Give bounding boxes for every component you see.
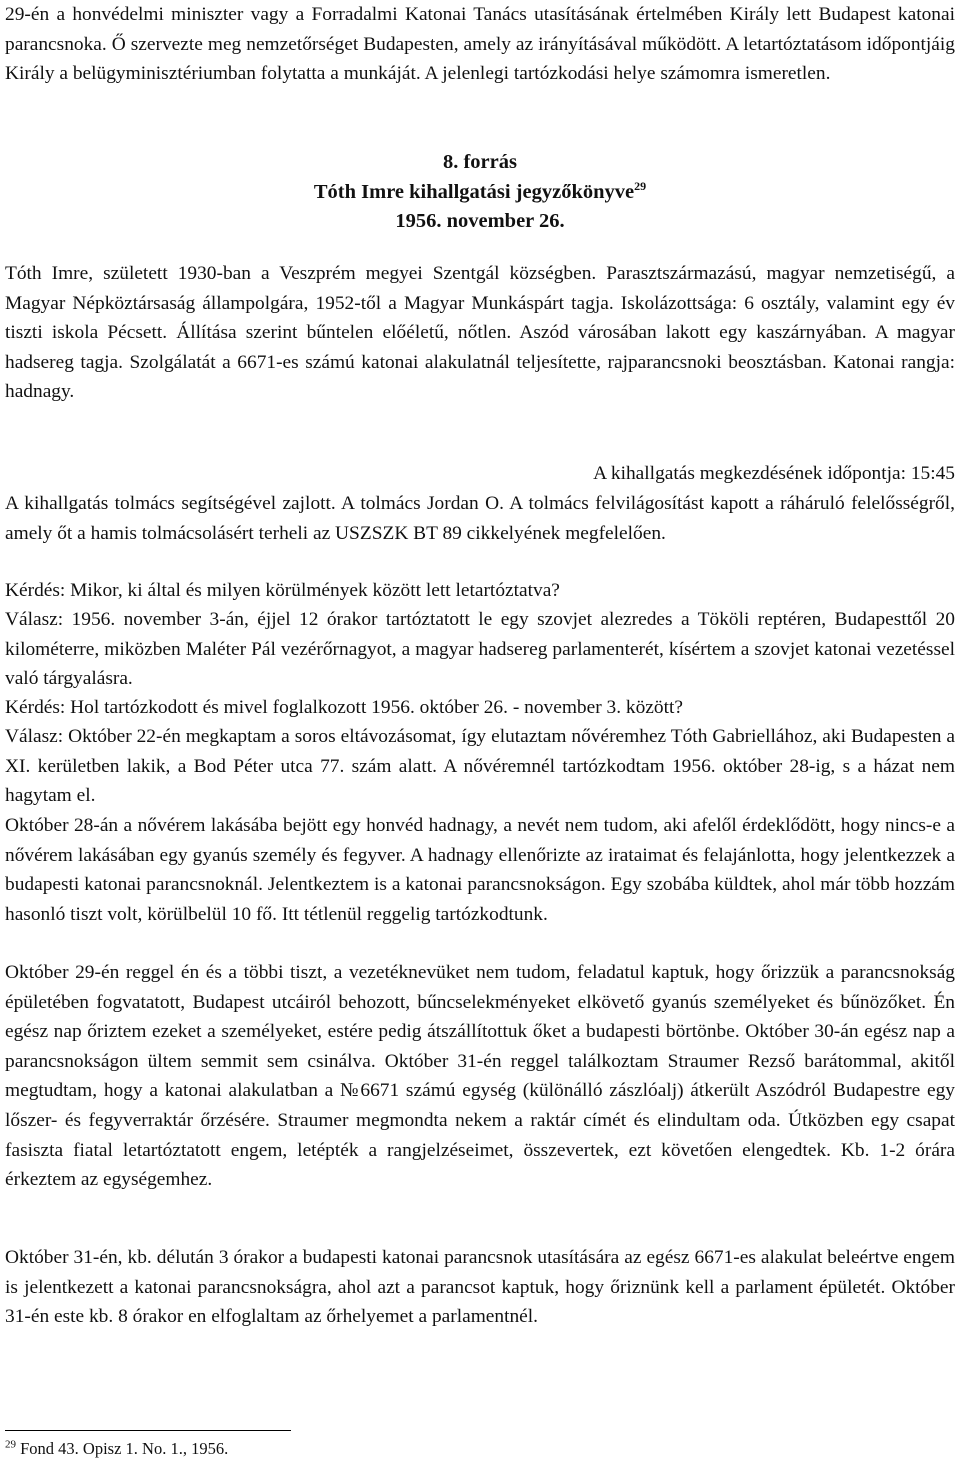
footnote-divider xyxy=(5,1430,291,1431)
answer-2: Válasz: Október 22-én megkaptam a soros eltávozásomat, így elutaztam nővéremhez Tóth Gabriellához, aki Budapesten a XI. kerületben lakik, a Bod Péter utca 77. szám alatt. A nővéremnél tartózkodtam 1956. október 28-ig, s a házat nem hagytam el. xyxy=(5,726,955,807)
answer-2-paragraph-2: Október 28-án a nővérem lakásába bejött egy honvéd hadnagy, a nevét nem tudom, aki afelől érdeklődött, hogy nincs-e a nővérem lakásában egy gyanús személy és fegyver. A hadnagy ellenőrizte az irataimat és felajánlotta, hogy jelentkezzek a budapesti katonai parancsnoknál. Jelentkeztem is a katonai parancsnokságon. Egy szobába küldtek, ahol már több hozzám hasonló tiszt volt, körülbelül 10 fő. Itt tétlenül reggelig tartózkodtunk. xyxy=(5,815,955,925)
question-1: Kérdés: Mikor, ki által és milyen körülmények között lett letartóztatva? xyxy=(5,580,560,601)
answer-2-paragraph-3: Október 29-én reggel én és a többi tiszt, a vezetéknevüket nem tudom, feladatul kaptuk, hogy őrizzük a parancsnokság épületében fogvatatott, Budapest utcáiról behozott, bűncselekményeket elkövető gyanús személyeket és bűnözőket. Én egész nap őriztem ezeket a személyeket, estére pedig átszállítottuk őket a budapesti börtönbe. Október 30-án egész nap a parancsnokságon ültem semmit sem csinálva. Október 31-én reggel találkoztam Straumer Rezső barátommal, akitől megtudtam, hogy a katonai alakulatban a №6671 számú egység (különálló zászlóalj) átkerült Aszódról Budapestre egy lőszer- és fegyverraktár őrzésére. Straumer megmondta nekem a raktár címét és elindultam oda. Útközben egy csapat fasiszta fiatal letartóztatott engem, letépték a rangjelzéseimet, összevertek, ezt követően elengedtek. Kb. 1-2 órára érkeztem az egységemhez. xyxy=(5,962,955,1191)
intro-paragraph: 29-én a honvédelmi miniszter vagy a Forradalmi Katonai Tanács utasításának értelmében Király lett Budapest katonai parancsnoka. Ő szervezte meg nemzetőrséget Budapesten, amely az irányításával működött. A letartóztatásom időpontjáig Király a belügyminisztériumban folytatta a munkáját. A jelenlegi tartózkodási helye számomra ismeretlen. xyxy=(5,4,955,85)
document-date: 1956. november 26. xyxy=(395,210,565,232)
biography-paragraph: Tóth Imre, született 1930-ban a Veszprém megyei Szentgál községben. Parasztszármazású, magyar nemzetiségű, a Magyar Népköztársaság állampolgára, 1952-től a Magyar Munkáspárt tagja. Iskolázottsága: 6 osztály, valamint egy év tiszti iskola Pécsett. Állítása szerint bűntelen előéletű, nőtlen. Aszód városában lakott egy kaszárnyában. A magyar hadsereg tagja. Szolgálatát a 6671-es számú katonai alakulatnál teljesítette, rajparancsnoki beosztásban. Katonai rangja: hadnagy. xyxy=(5,263,955,403)
question-2: Kérdés: Hol tartózkodott és mivel foglalkozott 1956. október 26. - november 3. között? xyxy=(5,697,683,718)
footnote-reference: 29 xyxy=(634,179,647,194)
footnote xyxy=(5,1438,228,1460)
footnote-number: 29 xyxy=(5,1438,16,1451)
answer-2-paragraph-4: Október 31-én, kb. délután 3 órakor a budapesti katonai parancsnok utasítására az egész 6671-es alakulat beleértve engem is jelentkezett a katonai parancsnokságra, ahol azt a parancsot kaptuk, hogy őriznünk kell a parlament épületét. Október 31-én este kb. 8 órakor en elfoglaltam az őrhelyemet a parlamentnél. xyxy=(5,1247,955,1328)
document-title xyxy=(5,178,955,208)
answer-1: Válasz: 1956. november 3-án, éjjel 12 órakor tartóztatott le egy szovjet alezredes a Tököli reptéren, Budapesttől 20 kilométerre, miközben Maléter Pál vezérőrnagyot, a magyar hadsereg parlamenterét, kísértem a szovjet katonai vezetéssel való tárgyalásra. xyxy=(5,609,955,690)
footnote-text: Fond 43. Opisz 1. No. 1., 1956. xyxy=(16,1439,229,1458)
document-title-text: Tóth Imre kihallgatási jegyzőkönyve xyxy=(313,181,635,203)
interrogation-start-time: A kihallgatás megkezdésének időpontja: 15:45 xyxy=(593,463,955,484)
source-number: 8. forrás xyxy=(442,151,517,173)
interpreter-paragraph: A kihallgatás tolmács segítségével zajlott. A tolmács Jordan O. A tolmács felvilágosítást kapott a ráháruló felelősségről, amely őt a hamis tolmácsolásért terheli az USZSZK BT 89 cikkelyének megfelelően. xyxy=(5,493,955,544)
